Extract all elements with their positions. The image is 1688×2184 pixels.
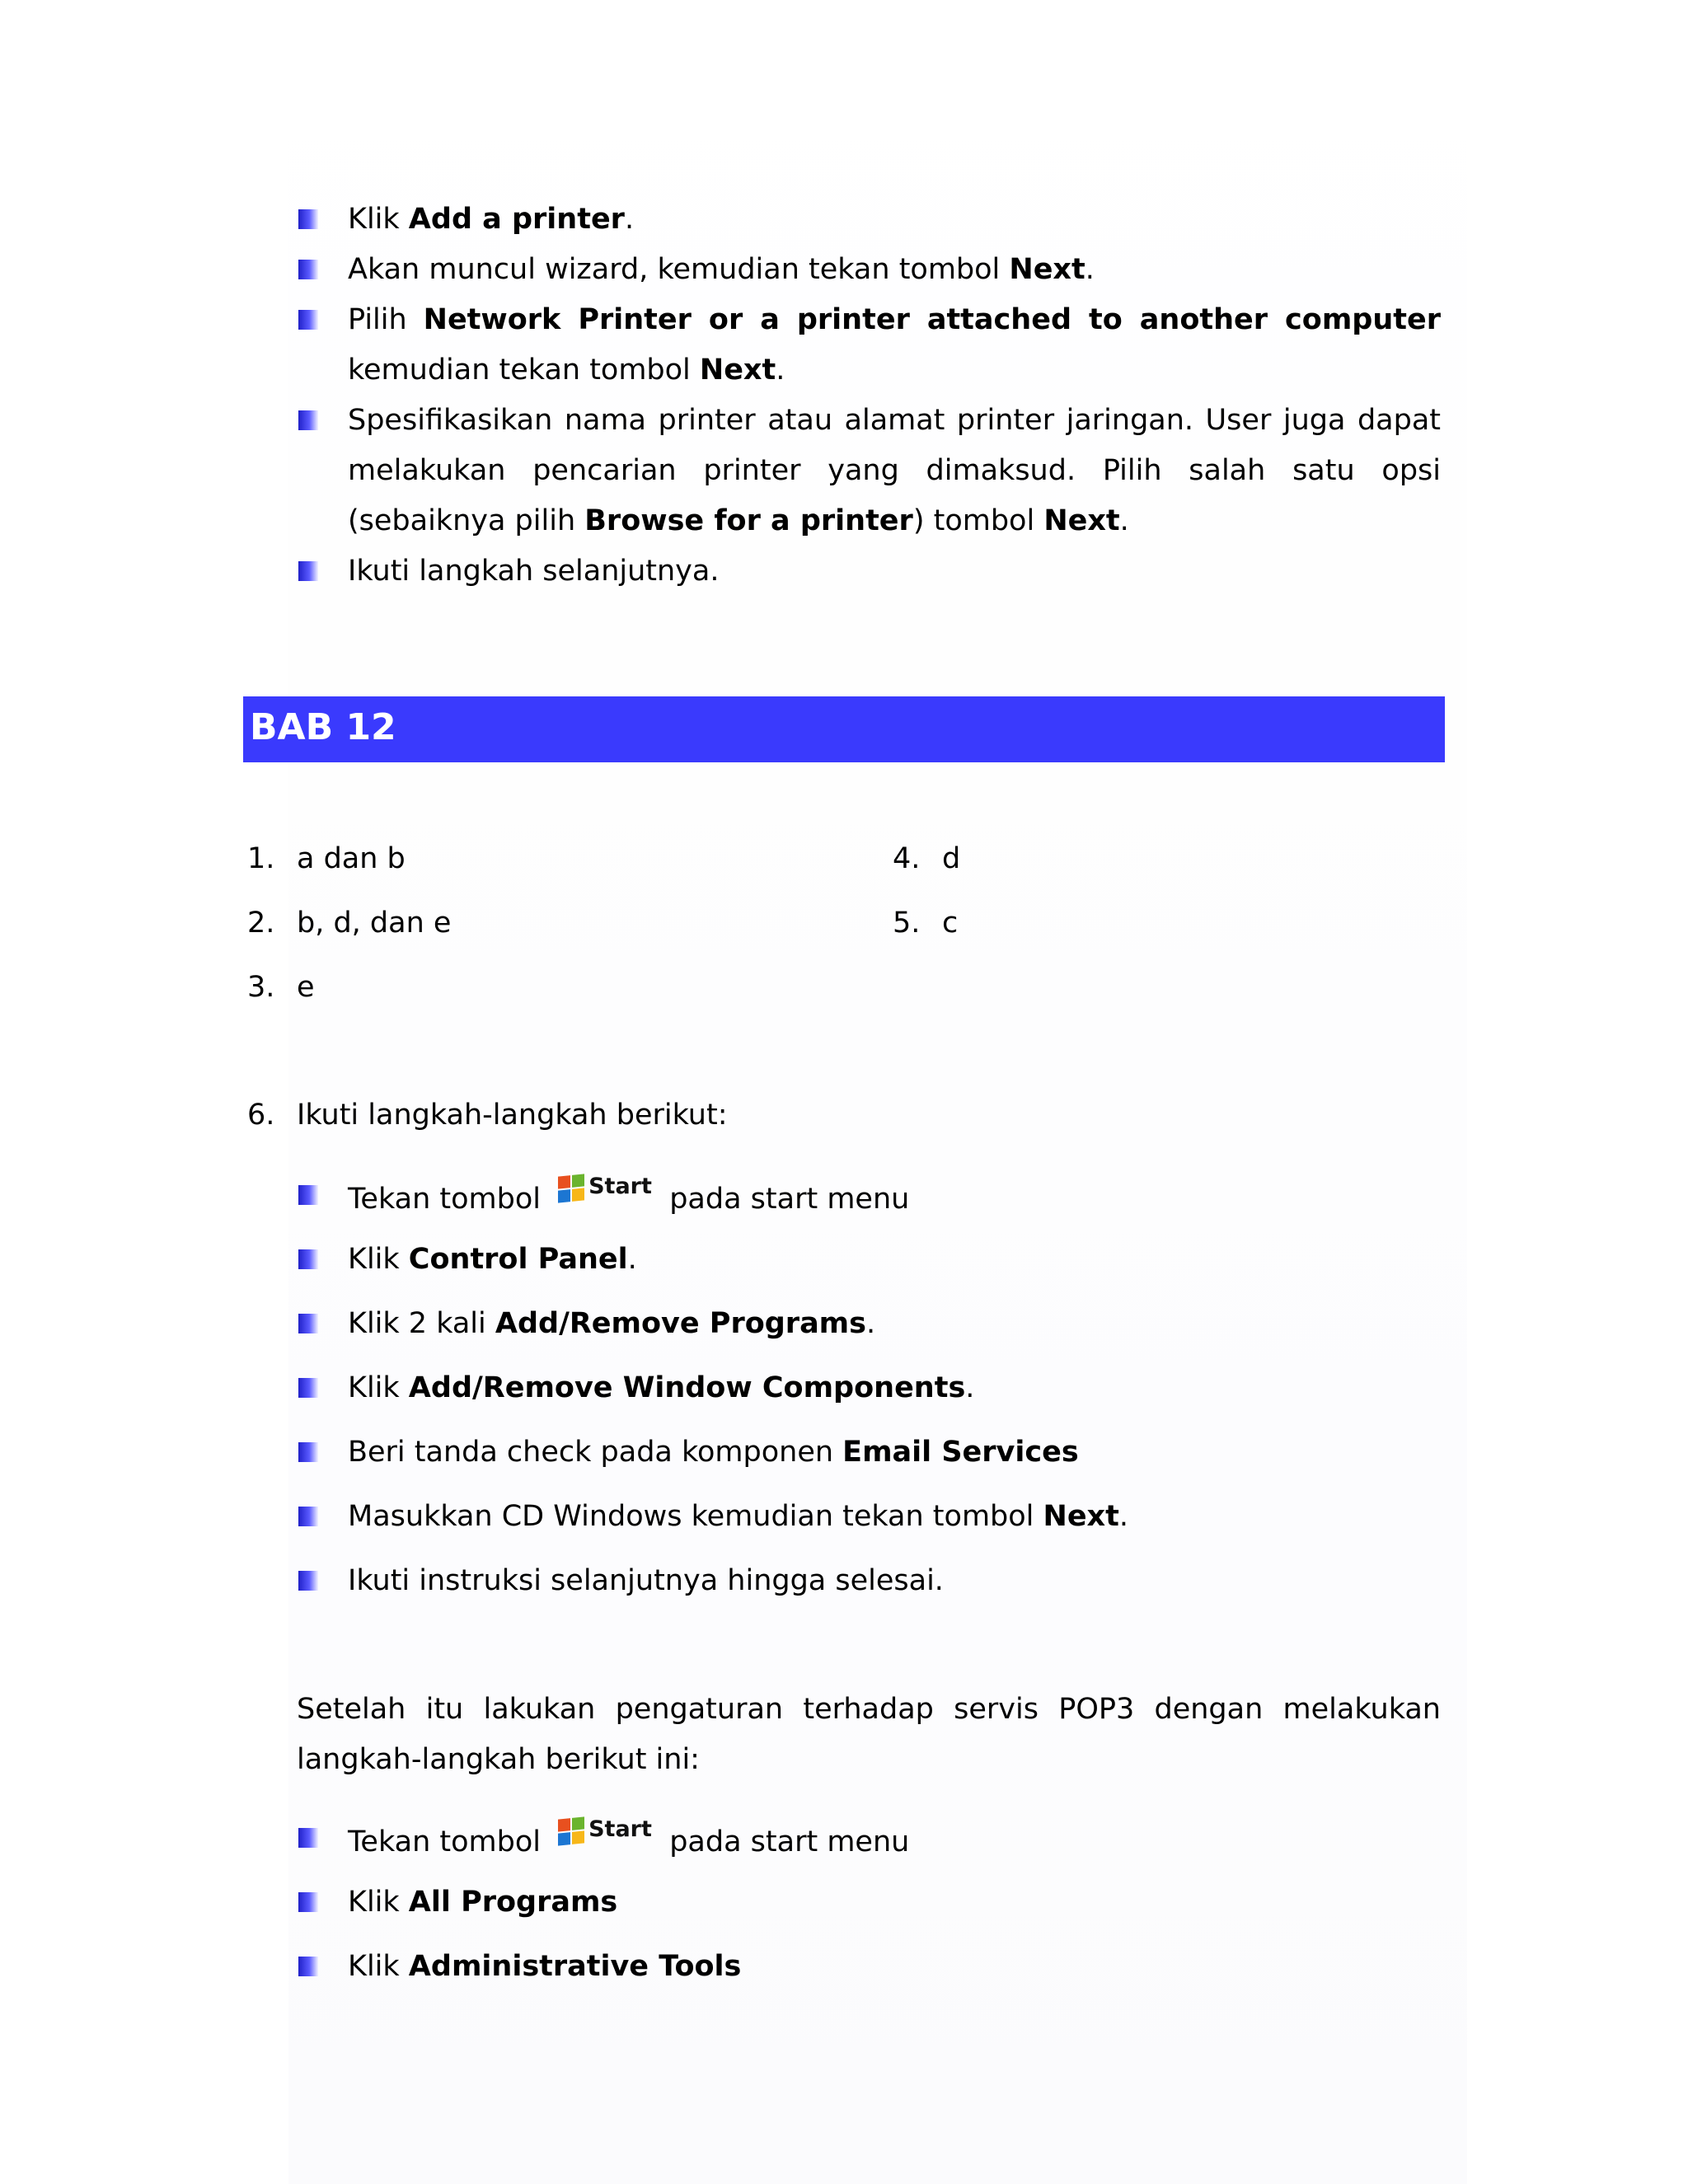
list-item: Ikuti instruksi selanjutnya hingga selesai.: [297, 1561, 1441, 1625]
square-bullet-icon: [298, 1957, 318, 1976]
pop3-steps-list: [297, 1818, 1441, 2011]
list-item: Akan muncul wizard, kemudian tekan tombol Next.: [297, 245, 1441, 295]
square-bullet-icon: [298, 561, 318, 581]
square-bullet-icon: [298, 1892, 318, 1912]
chapter-title: BAB 12: [250, 706, 396, 748]
square-bullet-icon: [298, 1442, 318, 1462]
list-item: Klik Add a printer.: [297, 194, 1441, 245]
list-item: Klik 2 kali Add/Remove Programs.: [297, 1304, 1441, 1368]
square-bullet-icon: [298, 1571, 318, 1591]
square-bullet-icon: [298, 1378, 318, 1398]
windows-start-button-image: Start: [556, 1175, 652, 1212]
list-item: Klik Control Panel.: [297, 1240, 1441, 1304]
square-bullet-icon: [298, 1249, 318, 1269]
list-item: Masukkan CD Windows kemudian tekan tombol Next.: [297, 1497, 1441, 1561]
square-bullet-icon: [298, 1507, 318, 1526]
windows-logo-icon: [558, 1174, 584, 1204]
printer-steps-list: [297, 194, 1441, 597]
square-bullet-icon: [298, 410, 318, 430]
square-bullet-icon: [298, 1314, 318, 1333]
list-item: Tekan tombol Start pada start menu: [297, 1175, 1441, 1240]
list-item: Ikuti langkah selanjutnya.: [297, 546, 1441, 597]
chapter-heading-bar: [243, 696, 1445, 762]
windows-start-button-image: Start: [556, 1818, 652, 1854]
pop3-intro-paragraph: Setelah itu lakukan pengaturan terhadap servis POP3 dengan melakukan langkah-langkah berikut ini:: [297, 1693, 1441, 1776]
list-item: Klik All Programs: [297, 1882, 1441, 1947]
list-item: Klik Administrative Tools: [297, 1947, 1441, 2011]
list-item: Spesifikasikan nama printer atau alamat printer jaringan. User juga dapat melakukan pencarian printer yang dimaksud. Pilih salah satu opsi (sebaiknya pilih Browse for a printer) tombol Next.: [297, 396, 1441, 546]
list-item: Klik Add/Remove Window Components.: [297, 1368, 1441, 1432]
list-item: Tekan tombol Start pada start menu: [297, 1818, 1441, 1882]
square-bullet-icon: [298, 1828, 318, 1848]
square-bullet-icon: [298, 1185, 318, 1205]
square-bullet-icon: [298, 260, 318, 279]
list-item: Pilih Network Printer or a printer attached to another computer kemudian tekan tombol Next.: [297, 295, 1441, 396]
square-bullet-icon: [298, 209, 318, 229]
install-steps-list: [297, 1175, 1441, 1625]
list-item: Beri tanda check pada komponen Email Services: [297, 1432, 1441, 1497]
square-bullet-icon: [298, 310, 318, 330]
windows-logo-icon: [558, 1816, 584, 1847]
